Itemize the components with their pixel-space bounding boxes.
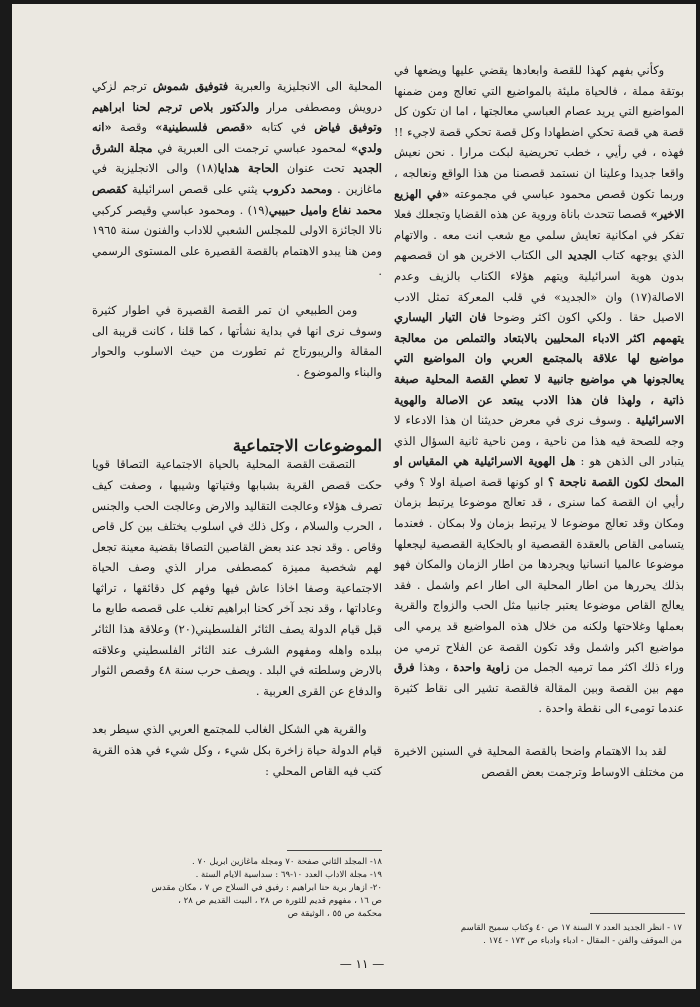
footnote-rule (287, 850, 382, 851)
right-column (394, 60, 684, 782)
paragraph: والقرية هي الشكل الغالب للمجتمع العربي الذي سيطر بعد قيام الدولة حياة زاخرة بكل شيء ، وكل شيء في هذه القرية كتب فيه القاص المحلي : (92, 722, 382, 778)
section-heading: الموضوعات الاجتماعية (232, 436, 382, 455)
paragraph: وكأني بفهم كهذا للقصة وابعادها يقضي عليها ويضعها في بوتقة مملة ، فالحياة مليئة بالمواضيع التي تعالج ومن ضمنها المواضيع التي يريد عصام العباسي معالجتها ، اما ان تكون كل قصة هي قصة تحكي اضطهادا وكل قصة تحكي قصة لاجيء !! فهذه ، في رأيي ، خطب تحريضية لبكت مرارا . نحن نعيش واقعا جديدا وعلينا ان نستمد قصصنا من هذا الواقع ونعالجه ، وربما تكون قصص محمود عباسي في مجموعته «في الهزيع الاخير» قصصا تتحدث باناة وروية عن هذه القضايا وتجعلك فعلا تفكر في امكانية تعايش سلمي مع شعب انت معه . والاتهام الذي يوجهه كتاب الجديد الى الكتاب الاخرين هو ان قصصهم بدون هوية اسرائيلية ويتهم هؤلاء الكتاب بالزيف وعدم الاصالة(١٧) وان «الجديد» في قلب المعركة تمثل الادب الاصيل حقا . ولكي اكون اكثر وضوحا فان التيار اليساري يتهمهم اكثر الادباء المحليين بالابتعاد والتملص من معالجة مواضيع لها علاقة بالمجتمع العربي وان المواضيع التي يعالجونها هي مواضيع جانبية لا تعطي القصة المحلية صبغة ذاتية ، ولهذا فان هذا الادب يبتعد عن الاصالة والهوية الاسرائيلية . وسوف نرى في معرض حديثنا ان هذا الادعاء لا وجه للصحة فيه هذا من ناحية ، ومن ناحية ثانية السؤال الذي يتبادر الى الذهن هو : هل الهوية الاسرائيلية هي المقياس او المحك لكون القصة ناجحة ؟ او كونها قصة اصيلة اولا ؟ وفي رأيي ان القصة كما سنرى ، قد تعالج موضوعا يرتبط بزمان ومكان وقد تعالج موضوعا لا يرتبط بزمان ولا بمكان . فعندما يتسامى القاص بالعقدة القصصية او بالحكاية القصصية ليجعلها موضوعا عالميا انسانيا ويجردها من اطار الزمان والمكان فهو بذلك يحررها من اطار المحلية الى اطار اعم واشمل . فقد يعالج القاص موضوعا يعتبر جانبيا مثل الحب والزواج والقرية بعملها وغلاحتها ولكنه من خلال هذه المواضيع قد يرمي الى مواضيع اكبر واشمل وقد تكون القصة عن الفلاح ترمي من وراء ذلك اكثر مما ترميه الجمل من زاوية واحدة ، وهذا فرق مهم بين القصة وبين المقالة فالقصة تشير الى نقاط كثيرة عندما تومىء الى نقطة واحدة . (394, 63, 685, 716)
footnote-rule (590, 913, 685, 914)
footnote: ص ١٦ ، مفهوم قديم للثورة ص ٢٨ ، البيت القديم ص ٢٨ ، (178, 896, 382, 906)
footnote: ١٧ - انظر الجديد العدد ٧ السنة ١٧ ص ٤٠ وكتاب سميح القاسم (460, 923, 682, 933)
footnote: ١٨- المجلد الثاني صفحة ٧٠ ومجلة ماغازين ابريل ٧٠ . (192, 857, 382, 867)
footnotes-left (102, 856, 382, 921)
footnote: ٢٠- ازهار برية حنا ابراهيم : رفيق في السلاح ص ٧ ، مكان مقدس (151, 883, 382, 893)
footnote: من الموقف والفن - المقال - ادباء وادباء ص ١٧٣ - ١٧٤ . (483, 936, 682, 946)
magazine-page (12, 4, 696, 989)
paragraph: ومن الطبيعي ان تمر القصة القصيرة في اطوار كثيرة وسوف نرى انها في بداية نشأتها ، كما قلنا ، كانت قريبة الى المقالة والريبورتاج ثم تطورت من حيث الاسلوب والحوار والبناء والموضوع . (92, 302, 382, 379)
footnote: محكمة ص ٥٥ ، الوثيقة ص (287, 909, 382, 919)
page-number: — ١١ — (339, 957, 385, 971)
paragraph: التصقت القصة المحلية بالحياة الاجتماعية التصاقا قويا حكت قصص القرية بشبابها وفتياتها وشيبها ، وصفت كيف تصرف هؤلاء وعالجت التقاليد والارض وعالجت الحب والجنس ، الحرب والسلام ، وكل ذلك في اسلوب يختلف بين كل قاص وقاص . وقد نجد عند بعض القاصين التصاقا بقضية معينة تجعل لهم شخصية مميزة كمصطفى مرار الذي وصف الحياة الاجتماعية وصفا اخاذا عاش فيها وفهم كل دقائقها ، تراثها وعاداتها ، وقد نجد آخر كحنا ابراهيم تغلب على قصصه طابع ما قبل قيام الدولة يصف الثائر الفلسطيني(٢٠) وعلاقة هذا الثائر ببلده واهله ومفهوم الشرف عند الثائر الفلسطيني وعلاقته بالارض وسلطته في البلد . ويصف حرب سنة ٤٨ وقصص الثوار والدفاع عن القرى العربية . (92, 457, 382, 698)
footnotes-right (392, 922, 682, 948)
footnote: ١٩- مجلة الاداب العدد ١٠-٦٩ : سداسية الايام الستة . (195, 870, 382, 880)
paragraph: لقد بدا الاهتمام واضحا بالقصة المحلية في السنين الاخيرة من مختلف الاوساط وترجمت بعض القصص (394, 744, 684, 779)
paragraph: المحلية الى الانجليزية والعبرية فتوفيق شموش ترجم لزكي درويش ومصطفى مرار والدكتور بلاص ترجم لحنا ابراهيم وتوفيق فياض في كتابه «قصص فلسطينية» وقصة «انه ولدي» لمحمود عباسي ترجمت الى العبرية في مجلة الشرق الجديد تحت عنوان الحاجة هدايا(١٨) والى الانجليزية في ماغازين . ومحمد دكروب يثني على قصص اسرائيلية كقصص محمد نفاع واميل حبيبي(١٩) . ومحمود عباسي وقيصر كركبي نالا الجائزة الاولى للمجلس الشعبي للاداب والفنون سنة ١٩٦٥ ومن هنا يبدو الاهتمام بالقصة القصيرة على المستوى الرسمي . (92, 79, 383, 279)
left-column (92, 76, 382, 781)
